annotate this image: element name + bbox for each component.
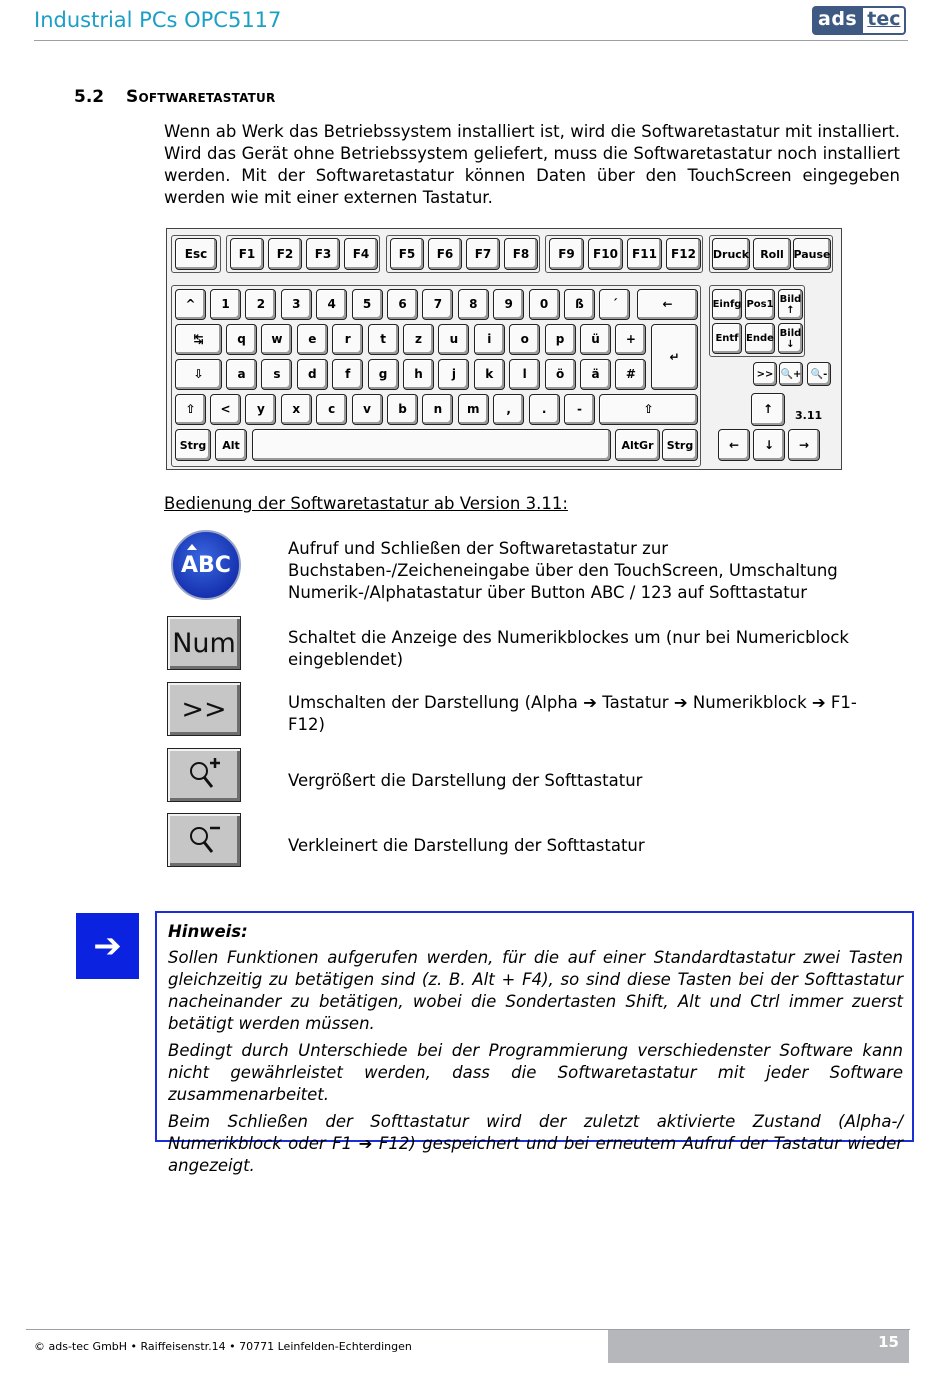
hint-title: Hinweis: <box>168 922 248 941</box>
keyboard-key: r <box>332 324 363 355</box>
key-f7: F7 <box>466 238 500 270</box>
magnifier-plus-icon <box>184 757 224 793</box>
switch-view-icon <box>167 682 241 736</box>
keyboard-key: w <box>261 324 292 355</box>
keyboard-key: a <box>226 359 257 390</box>
usage-text-zoom-in: Vergrößert die Darstellung der Softtastatur <box>288 771 643 790</box>
keyboard-key: g <box>368 359 399 390</box>
zoom-out-icon <box>167 813 241 867</box>
key-arrow-left: ← <box>718 429 750 461</box>
keyboard-key: 2 <box>245 289 276 320</box>
key-altgr: AltGr <box>615 429 660 461</box>
company-logo <box>812 6 907 35</box>
key-f10: F10 <box>588 238 623 270</box>
hint-paragraph-1: Sollen Funktionen aufgerufen werden, für die auf einer Standardtastatur zwei Tasten gleichzeitig zu betätigen sind (z. B. Alt + F4), so sind diese Tasten bei der Softtastatur nacheinander zu betätigen, wobei die Sondertasten Shift, Alt und Ctrl immer zuerst betätigt werden müssen. <box>168 948 903 1033</box>
keyboard-key: c <box>316 394 347 425</box>
keyboard-key: y <box>245 394 276 425</box>
keyboard-key: o <box>509 324 540 355</box>
keyboard-key: t <box>368 324 399 355</box>
key-bild-up: Bild ↑ <box>778 289 803 320</box>
key-ende: Ende <box>745 323 775 354</box>
key-einfg: Einfg <box>712 289 742 320</box>
key-f6: F6 <box>428 238 462 270</box>
page-number-box <box>608 1330 909 1363</box>
key-f5: F5 <box>390 238 424 270</box>
usage-text-switch: Umschalten der Darstellung (Alpha ➔ Tastatur ➔ Numerikblock ➔ F1-F12) <box>288 693 857 734</box>
header-divider <box>34 40 908 41</box>
key-enter: ↵ <box>651 324 698 390</box>
key-zoom-out: 🔍- <box>807 362 831 386</box>
logo-right: tec <box>861 6 906 35</box>
keyboard-key: z <box>403 324 434 355</box>
key-space <box>252 429 611 461</box>
key-f11: F11 <box>627 238 662 270</box>
zoom-in-icon <box>167 748 241 802</box>
hint-box <box>155 911 914 1175</box>
key-caret: ^ <box>175 289 206 320</box>
keyboard-key: 8 <box>458 289 489 320</box>
keyboard-key: 5 <box>352 289 383 320</box>
usage-text-num: Schaltet die Anzeige des Numerikblockes um (nur bei Numericblock eingeblendet) <box>288 628 849 669</box>
abc-icon-label: ABC <box>181 552 231 578</box>
keyboard-key: - <box>564 394 595 425</box>
section-title: Softwaretastatur <box>126 87 276 107</box>
keyboard-key: n <box>422 394 453 425</box>
key-alt: Alt <box>215 429 247 461</box>
key-pos1: Pos1 <box>745 289 775 320</box>
keyboard-key: p <box>545 324 576 355</box>
key-pause: Pause <box>793 238 831 270</box>
keyboard-key: 7 <box>422 289 453 320</box>
key-druck: Druck <box>712 238 750 270</box>
keyboard-key: + <box>615 324 646 355</box>
key-esc: Esc <box>175 238 217 270</box>
keyboard-version-label: 3.11 <box>795 409 823 422</box>
key-f3: F3 <box>306 238 340 270</box>
key-switch-view: >> <box>753 362 777 386</box>
keyboard-key: x <box>281 394 312 425</box>
keyboard-key: j <box>438 359 469 390</box>
num-button-icon <box>167 616 241 670</box>
key-roll: Roll <box>753 238 791 270</box>
usage-text-zoom-out: Verkleinert die Darstellung der Softtastatur <box>288 836 645 855</box>
switch-icon-label: >> <box>181 693 227 725</box>
keyboard-key: ´ <box>599 289 630 320</box>
keyboard-key: < <box>210 394 241 425</box>
key-arrow-down: ↓ <box>753 429 785 461</box>
keyboard-key: h <box>403 359 434 390</box>
intro-paragraph: Wenn ab Werk das Betriebssystem installiert ist, wird die Softwaretastatur mit installiert. Wird das Gerät ohne Betriebssystem geliefert, muss die Softwaretastatur noch installiert werden. Mit der Softwaretastatur können Daten über den TouchScreen eingegeben werden wie mit einer externen Tastatur. <box>164 122 900 207</box>
keyboard-key: f <box>332 359 363 390</box>
key-f2: F2 <box>268 238 302 270</box>
abc-round-icon <box>171 530 241 600</box>
key-f12: F12 <box>666 238 701 270</box>
key-backspace: ← <box>637 289 698 320</box>
keyboard-key: . <box>529 394 560 425</box>
triangle-up-icon <box>187 544 197 550</box>
keyboard-key: m <box>458 394 489 425</box>
keyboard-key: , <box>493 394 524 425</box>
key-entf: Entf <box>712 323 742 354</box>
keyboard-key: i <box>474 324 505 355</box>
key-strg-left: Strg <box>175 429 211 461</box>
keyboard-key: 4 <box>316 289 347 320</box>
key-strg-right: Strg <box>662 429 698 461</box>
keyboard-key: ß <box>564 289 595 320</box>
keyboard-key: ü <box>580 324 611 355</box>
section-number: 5.2 <box>74 87 105 107</box>
key-arrow-right: → <box>788 429 820 461</box>
hint-arrow-icon: ➔ <box>76 913 139 979</box>
document-title: Industrial PCs OPC5117 <box>34 8 282 32</box>
keyboard-key: v <box>352 394 383 425</box>
usage-text-abc: Aufruf und Schließen der Softwaretastatur zur Buchstaben-/Zeicheneingabe über den TouchScreen, Umschaltung Numerik-/Alphatastatur über Button ABC / 123 auf Softtastatur <box>288 539 838 602</box>
keyboard-key: e <box>297 324 328 355</box>
keyboard-key: 1 <box>210 289 241 320</box>
footer-address: © ads-tec GmbH • Raiffeisenstr.14 • 70771 Leinfelden-Echterdingen <box>34 1340 412 1353</box>
num-icon-label: Num <box>172 627 236 659</box>
key-bild-down: Bild ↓ <box>778 323 803 354</box>
page-number: 15 <box>878 1333 899 1351</box>
key-f9: F9 <box>549 238 584 270</box>
hint-paragraph-3: Beim Schließen der Softtastatur wird der zuletzt aktivierte Zustand (Alpha-/ Numerikblock oder F1 ➔ F12) gespeichert und bei erneutem Aufruf der Tastatur wieder angezeigt. <box>168 1112 903 1175</box>
usage-heading: Bedienung der Softwaretastatur ab Version 3.11: <box>164 494 568 513</box>
keyboard-key: q <box>226 324 257 355</box>
keyboard-key: l <box>509 359 540 390</box>
keyboard-key: k <box>474 359 505 390</box>
keyboard-key: u <box>438 324 469 355</box>
key-tab: ↹ <box>175 324 222 355</box>
keyboard-key: 9 <box>493 289 524 320</box>
keyboard-key: b <box>387 394 418 425</box>
key-capslock: ⇩ <box>175 359 222 390</box>
key-shift-left: ⇧ <box>175 394 206 425</box>
keyboard-key: ö <box>545 359 576 390</box>
logo-left: ads <box>812 6 861 35</box>
keyboard-key: 3 <box>281 289 312 320</box>
key-arrow-up: ↑ <box>751 393 785 426</box>
key-shift-right: ⇧ <box>599 394 698 425</box>
keyboard-key: s <box>261 359 292 390</box>
key-f8: F8 <box>504 238 538 270</box>
key-zoom-in: 🔍+ <box>779 362 803 386</box>
key-f4: F4 <box>344 238 378 270</box>
key-f1: F1 <box>230 238 264 270</box>
magnifier-minus-icon <box>184 822 224 858</box>
keyboard-key: 6 <box>387 289 418 320</box>
keyboard-key: # <box>615 359 646 390</box>
software-keyboard-image <box>166 228 842 470</box>
keyboard-key: d <box>297 359 328 390</box>
keyboard-key: ä <box>580 359 611 390</box>
keyboard-key: 0 <box>529 289 560 320</box>
hint-paragraph-2: Bedingt durch Unterschiede bei der Programmierung verschiedenster Software kann nicht gewährleistet werden, dass die Softwaretastatur mit jeder Software zusammenarbeitet. <box>168 1041 903 1104</box>
